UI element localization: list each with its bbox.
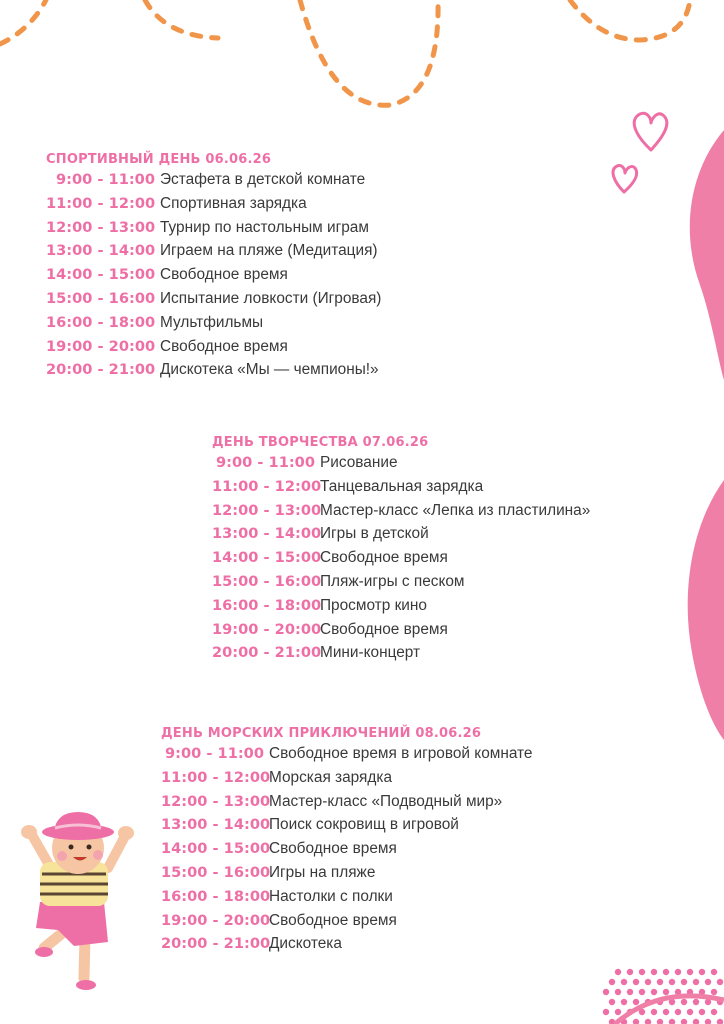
dot: [615, 989, 621, 995]
time-range: 15:00 - 16:00: [212, 572, 322, 590]
time-range: 9:00 - 11:00: [165, 745, 264, 762]
dot: [705, 979, 711, 985]
dot: [657, 979, 663, 985]
section-title: СПОРТИВНЫЙ ДЕНЬ 06.06.26: [46, 152, 272, 167]
section-title: ДЕНЬ ТВОРЧЕСТВА 07.06.26: [212, 435, 429, 450]
time-range: 20:00 - 21:00: [46, 361, 156, 379]
dot: [711, 989, 717, 995]
dot: [705, 1019, 711, 1024]
time-range: 16:00 - 18:00: [212, 596, 322, 614]
time-range: 11:00 - 12:00: [46, 194, 156, 212]
activity-label: Рисование: [320, 454, 398, 471]
activity-label: Настолки с полки: [269, 887, 393, 905]
dot: [717, 1019, 723, 1024]
schedule-row: [212, 502, 590, 526]
schedule-row: [46, 266, 381, 290]
dot: [651, 1009, 657, 1015]
schedule-row: [46, 338, 381, 362]
dot: [627, 969, 633, 975]
activity-label: Эстафета в детской комнате: [160, 171, 366, 188]
schedule-row: [212, 549, 590, 573]
time-range: 13:00 - 14:00: [212, 525, 322, 543]
time-range: 11:00 - 12:00: [212, 477, 322, 495]
activity-label: Свободное время: [269, 840, 397, 858]
time-range: 14:00 - 15:00: [161, 840, 271, 858]
time-range: 16:00 - 18:00: [46, 313, 156, 331]
time-range: 15:00 - 16:00: [46, 289, 156, 307]
schedule-row: [161, 745, 533, 769]
schedule-row: [161, 769, 533, 793]
dot: [663, 969, 669, 975]
pink-blob-middle-right: [688, 480, 724, 740]
dot: [615, 969, 621, 975]
activity-label: Испытание ловкости (Игровая): [160, 289, 382, 307]
dot: [603, 989, 609, 995]
dot: [699, 1009, 705, 1015]
schedule-row: [46, 242, 381, 266]
schedule-row: [46, 219, 381, 243]
activity-label: Свободное время: [160, 337, 288, 355]
dot: [669, 979, 675, 985]
section-sea-adventures-day: [161, 726, 533, 959]
section-title: ДЕНЬ МОРСКИХ ПРИКЛЮЧЕНИЙ 08.06.26: [161, 726, 482, 741]
dot: [651, 989, 657, 995]
schedule-row: [46, 171, 381, 195]
time-range: 13:00 - 14:00: [161, 816, 271, 834]
dot: [711, 969, 717, 975]
dot: [693, 999, 699, 1005]
schedule-row: [212, 644, 590, 668]
dot: [675, 1009, 681, 1015]
schedule-row: [212, 597, 590, 621]
activity-label: Спортивная зарядка: [160, 194, 307, 212]
dot: [651, 969, 657, 975]
schedule-row: [161, 935, 533, 959]
time-range: 19:00 - 20:00: [161, 911, 271, 929]
dot: [609, 979, 615, 985]
dot: [657, 1019, 663, 1024]
time-range: 12:00 - 13:00: [46, 218, 156, 236]
time-range: 12:00 - 13:00: [212, 501, 322, 519]
dot: [687, 969, 693, 975]
activity-label: Просмотр кино: [320, 596, 427, 614]
schedule-row: [212, 525, 590, 549]
dot: [711, 1009, 717, 1015]
activity-label: Мультфильмы: [160, 313, 264, 331]
schedule-row: [46, 195, 381, 219]
activity-label: Танцевальная зарядка: [320, 477, 484, 495]
dot: [633, 999, 639, 1005]
dot: [663, 1009, 669, 1015]
orange-dashed-curves: [0, 0, 690, 105]
activity-label: Турнир по настольным играм: [160, 218, 369, 236]
activity-label: Дискотека «Мы — чемпионы!»: [160, 361, 379, 379]
activity-label: Мини-концерт: [320, 644, 421, 662]
time-range: 9:00 - 11:00: [56, 171, 155, 188]
activity-label: Свободное время: [269, 911, 397, 929]
time-range: 19:00 - 20:00: [212, 620, 322, 638]
dot: [693, 1019, 699, 1024]
dot: [663, 989, 669, 995]
dot: [681, 1019, 687, 1024]
time-range: 16:00 - 18:00: [161, 887, 271, 905]
dot: [633, 1019, 639, 1024]
schedule-row: [161, 840, 533, 864]
activity-label: Дискотека: [269, 935, 342, 953]
activity-label: Морская зарядка: [269, 768, 392, 786]
schedule-row: [212, 573, 590, 597]
activity-label: Игры в детской: [320, 525, 429, 543]
time-range: 11:00 - 12:00: [161, 768, 271, 786]
section-creativity-day: [212, 435, 590, 668]
activity-label: Свободное время в игровой комнате: [269, 745, 533, 762]
schedule-row: [161, 912, 533, 936]
schedule-row: [46, 290, 381, 314]
dot: [699, 969, 705, 975]
activity-label: Свободное время: [320, 549, 448, 567]
activity-label: Мастер-класс «Лепка из пластилина»: [320, 501, 591, 519]
schedule-list: [212, 454, 590, 668]
dot: [621, 979, 627, 985]
dot: [681, 999, 687, 1005]
dot: [621, 999, 627, 1005]
dot: [681, 979, 687, 985]
activity-label: Мастер-класс «Подводный мир»: [269, 792, 503, 810]
dot: [639, 989, 645, 995]
schedule-row: [161, 888, 533, 912]
activity-label: Играем на пляже (Медитация): [160, 242, 378, 260]
activity-label: Свободное время: [160, 266, 288, 284]
pink-blob-top-right: [690, 130, 724, 380]
time-range: 20:00 - 21:00: [212, 644, 322, 662]
dot: [633, 979, 639, 985]
time-range: 15:00 - 16:00: [161, 863, 271, 881]
schedule-row: [161, 816, 533, 840]
schedule-row: [212, 621, 590, 645]
dot: [615, 1009, 621, 1015]
schedule-row: [161, 864, 533, 888]
schedule-row: [46, 361, 381, 385]
schedule-row: [46, 314, 381, 338]
time-range: 12:00 - 13:00: [161, 792, 271, 810]
time-range: 9:00 - 11:00: [216, 454, 315, 471]
dot: [675, 969, 681, 975]
time-range: 14:00 - 15:00: [46, 266, 156, 284]
dot: [609, 999, 615, 1005]
activity-label: Поиск сокровищ в игровой: [269, 816, 459, 834]
heart-outline-icons: [613, 113, 667, 192]
time-range: 14:00 - 15:00: [212, 549, 322, 567]
schedule-list: [161, 745, 533, 959]
dot: [645, 1019, 651, 1024]
dot: [687, 1009, 693, 1015]
dot: [603, 1009, 609, 1015]
time-range: 13:00 - 14:00: [46, 242, 156, 260]
dot: [669, 1019, 675, 1024]
section-sports-day: [46, 152, 381, 385]
activity-label: Пляж-игры с песком: [320, 572, 465, 590]
dot: [639, 969, 645, 975]
schedule-row: [212, 478, 590, 502]
time-range: 20:00 - 21:00: [161, 935, 271, 953]
dot: [693, 979, 699, 985]
time-range: 19:00 - 20:00: [46, 337, 156, 355]
dot: [717, 979, 723, 985]
dot: [645, 979, 651, 985]
child-in-pink-hat: [21, 812, 134, 990]
activity-label: Свободное время: [320, 620, 448, 638]
dot: [627, 989, 633, 995]
schedule-row: [212, 454, 590, 478]
schedule-list: [46, 171, 381, 385]
activity-label: Игры на пляже: [269, 863, 376, 881]
schedule-row: [161, 793, 533, 817]
